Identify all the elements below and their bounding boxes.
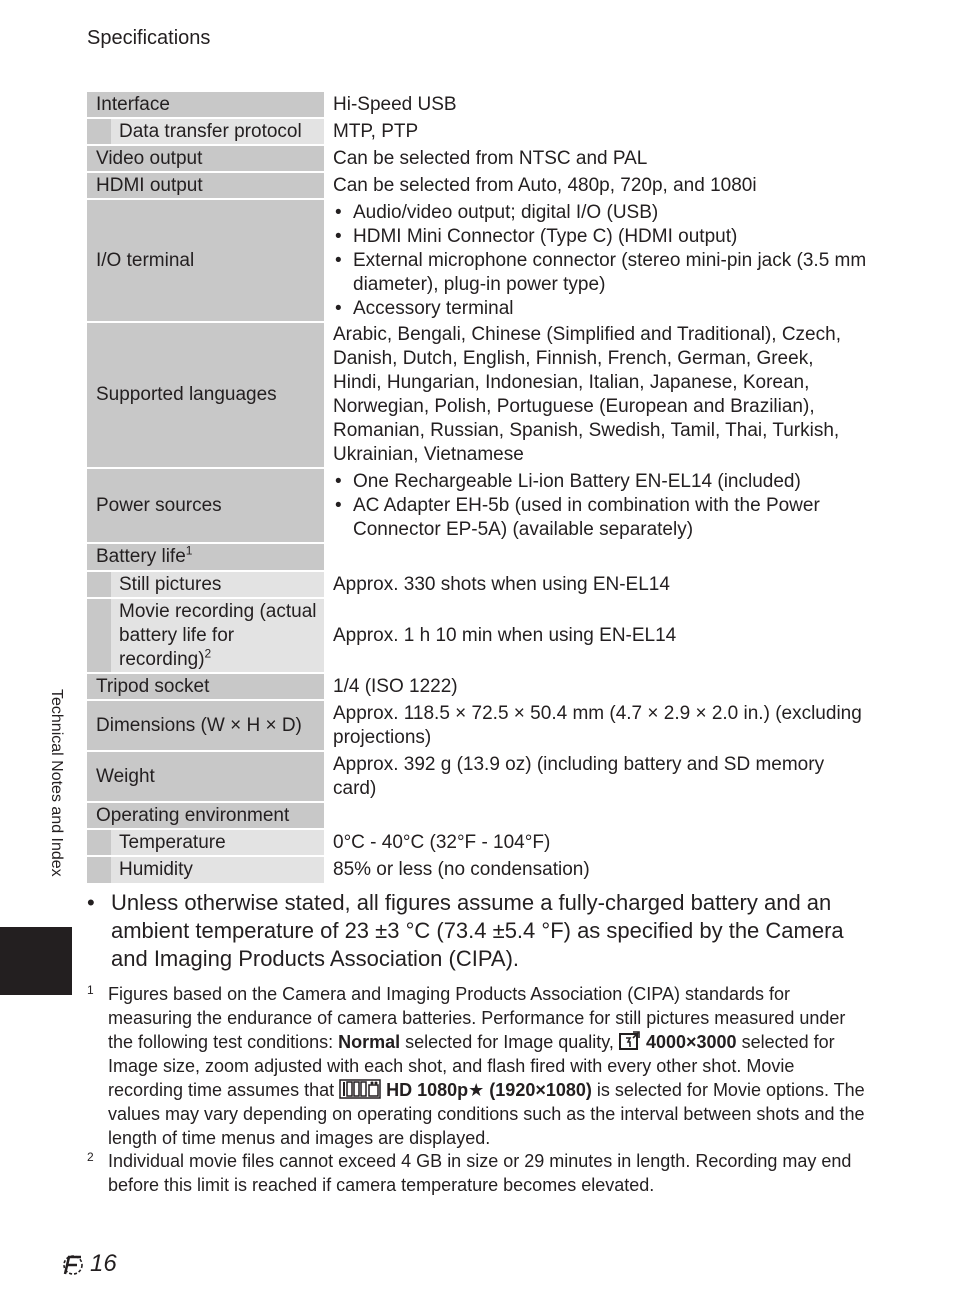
page-number (60, 1250, 117, 1278)
specifications-table (87, 91, 867, 884)
image-size-4000x3000-icon (619, 1031, 641, 1051)
footnote-ref: 1 (185, 543, 193, 558)
movie-1080p-icon (339, 1079, 381, 1099)
table-row (87, 751, 867, 802)
table-row (87, 598, 867, 673)
list-item: • One Rechargeable Li-ion Battery EN-EL14 (included) (333, 470, 867, 494)
page-header-title: Specifications (87, 27, 211, 49)
page-number-text: 16 (90, 1250, 117, 1277)
row-value: Approx. 1 h 10 min when using EN-EL14 (333, 624, 677, 646)
row-label: Data transfer protocol (119, 120, 302, 142)
note-text: Unless otherwise stated, all figures assume a fully-charged battery and an ambient temperature of 23 ±3 °C (73.4 ±5.4 °F) as specified by the Camera and Imaging Products Association (CIPA). (111, 890, 844, 971)
footnote-number: 2 (87, 1150, 94, 1164)
footnote-text: Individual movie files cannot exceed 4 GB in size or 29 minutes in length. Recording may end before this limit is reached if camera temperature becomes elevated. (108, 1151, 852, 1195)
row-label: I/O terminal (96, 249, 195, 271)
table-row (87, 829, 867, 856)
row-value: MTP, PTP (333, 120, 419, 142)
movie-option-text: HD 1080p★ (1920×1080) (386, 1080, 592, 1100)
image-size-text: 4000×3000 (645, 1032, 737, 1052)
row-value: Can be selected from Auto, 480p, 720p, and 1080i (333, 174, 757, 196)
row-label: Interface (96, 93, 170, 115)
footnote-ref: 2 (204, 646, 212, 661)
table-row (87, 468, 867, 543)
quality-normal-text: Normal (338, 1032, 401, 1052)
note-bullet: • (87, 890, 95, 915)
table-row (87, 145, 867, 172)
row-label: Operating environment (96, 804, 290, 826)
table-row (87, 802, 867, 829)
table-row (87, 91, 867, 118)
row-label: Humidity (119, 859, 193, 880)
row-value: 1/4 (ISO 1222) (333, 675, 458, 697)
row-value: Arabic, Bengali, Chinese (Simplified and Traditional), Czech, Danish, Dutch, English, Finnish, French, German, Greek, Hindi, Hungarian, Indonesian, Italian, Japanese, Korean, Norwegian, Polish, Portuguese (European and Brazilian), Romanian, Russian, Spanish, Swedish, Tamil, Thai, Turkish, Ukrainian, Vietnamese (333, 324, 841, 465)
table-row (87, 322, 867, 468)
side-section-tab (0, 927, 72, 995)
row-label: Video output (96, 147, 203, 169)
table-row (87, 856, 867, 884)
row-value: 85% or less (no condensation) (333, 859, 590, 880)
row-label: Weight (96, 765, 155, 787)
row-label: Tripod socket (96, 675, 210, 697)
row-value: Approx. 330 shots when using EN-EL14 (333, 573, 670, 595)
table-row (87, 172, 867, 199)
row-value (333, 199, 867, 322)
row-value (333, 468, 867, 543)
row-label: Dimensions (W × H × D) (96, 714, 302, 736)
list-item: • Accessory terminal (333, 297, 867, 321)
side-section-label: Technical Notes and Index (48, 689, 65, 877)
footnote-2 (87, 1149, 867, 1197)
technical-notes-icon (60, 1251, 86, 1277)
row-value: 0°C - 40°C (32°F - 104°F) (333, 831, 551, 853)
row-value: Can be selected from NTSC and PAL (333, 147, 648, 169)
table-row (87, 700, 867, 751)
row-value: Approx. 118.5 × 72.5 × 50.4 mm (4.7 × 2.9 × 2.0 in.) (excluding projections) (333, 702, 862, 748)
list-item: • HDMI Mini Connector (Type C) (HDMI output) (333, 225, 867, 249)
list-item: • AC Adapter EH-5b (used in combination with the Power Connector EP-5A) (available separately) (333, 494, 867, 542)
table-row (87, 118, 867, 145)
list-item: • External microphone connector (stereo mini-pin jack (3.5 mm diameter), plug-in power type) (333, 249, 867, 297)
table-row (87, 199, 867, 322)
table-row (87, 571, 867, 598)
row-label: Temperature (119, 831, 226, 853)
row-label: Battery life$^1$ (96, 543, 193, 567)
general-note (87, 889, 867, 973)
row-value: Hi-Speed USB (333, 93, 457, 115)
table-row (87, 673, 867, 700)
footnote-number: 1 (87, 983, 94, 997)
footnote-1: 1 Figures based on the Camera and Imaging Products Association (CIPA) standards for measuring the endurance of camera batteries. Performance for still pictures measured under the following test conditions: Normal selected for Image quality, 4000×3000 selected for Image size, zoom adjusted with each shot, and flash fired with every other shot. Movie recording time assumes that HD 1080p★ (1920×1080) is selected for Movie options. The values may vary depending on operating conditions such as the interval between shots and the length of time menus and images are displayed. (87, 982, 867, 1150)
table-row (87, 543, 867, 571)
row-label: Movie recording (actual battery life for recording)$^2$ (119, 600, 317, 670)
row-value: Approx. 392 g (13.9 oz) (including battery and SD memory card) (333, 753, 825, 799)
row-label: Power sources (96, 494, 222, 516)
row-label: Supported languages (96, 384, 277, 405)
row-label: HDMI output (96, 174, 203, 196)
row-label: Still pictures (119, 573, 222, 595)
list-item: • Audio/video output; digital I/O (USB) (333, 201, 867, 225)
